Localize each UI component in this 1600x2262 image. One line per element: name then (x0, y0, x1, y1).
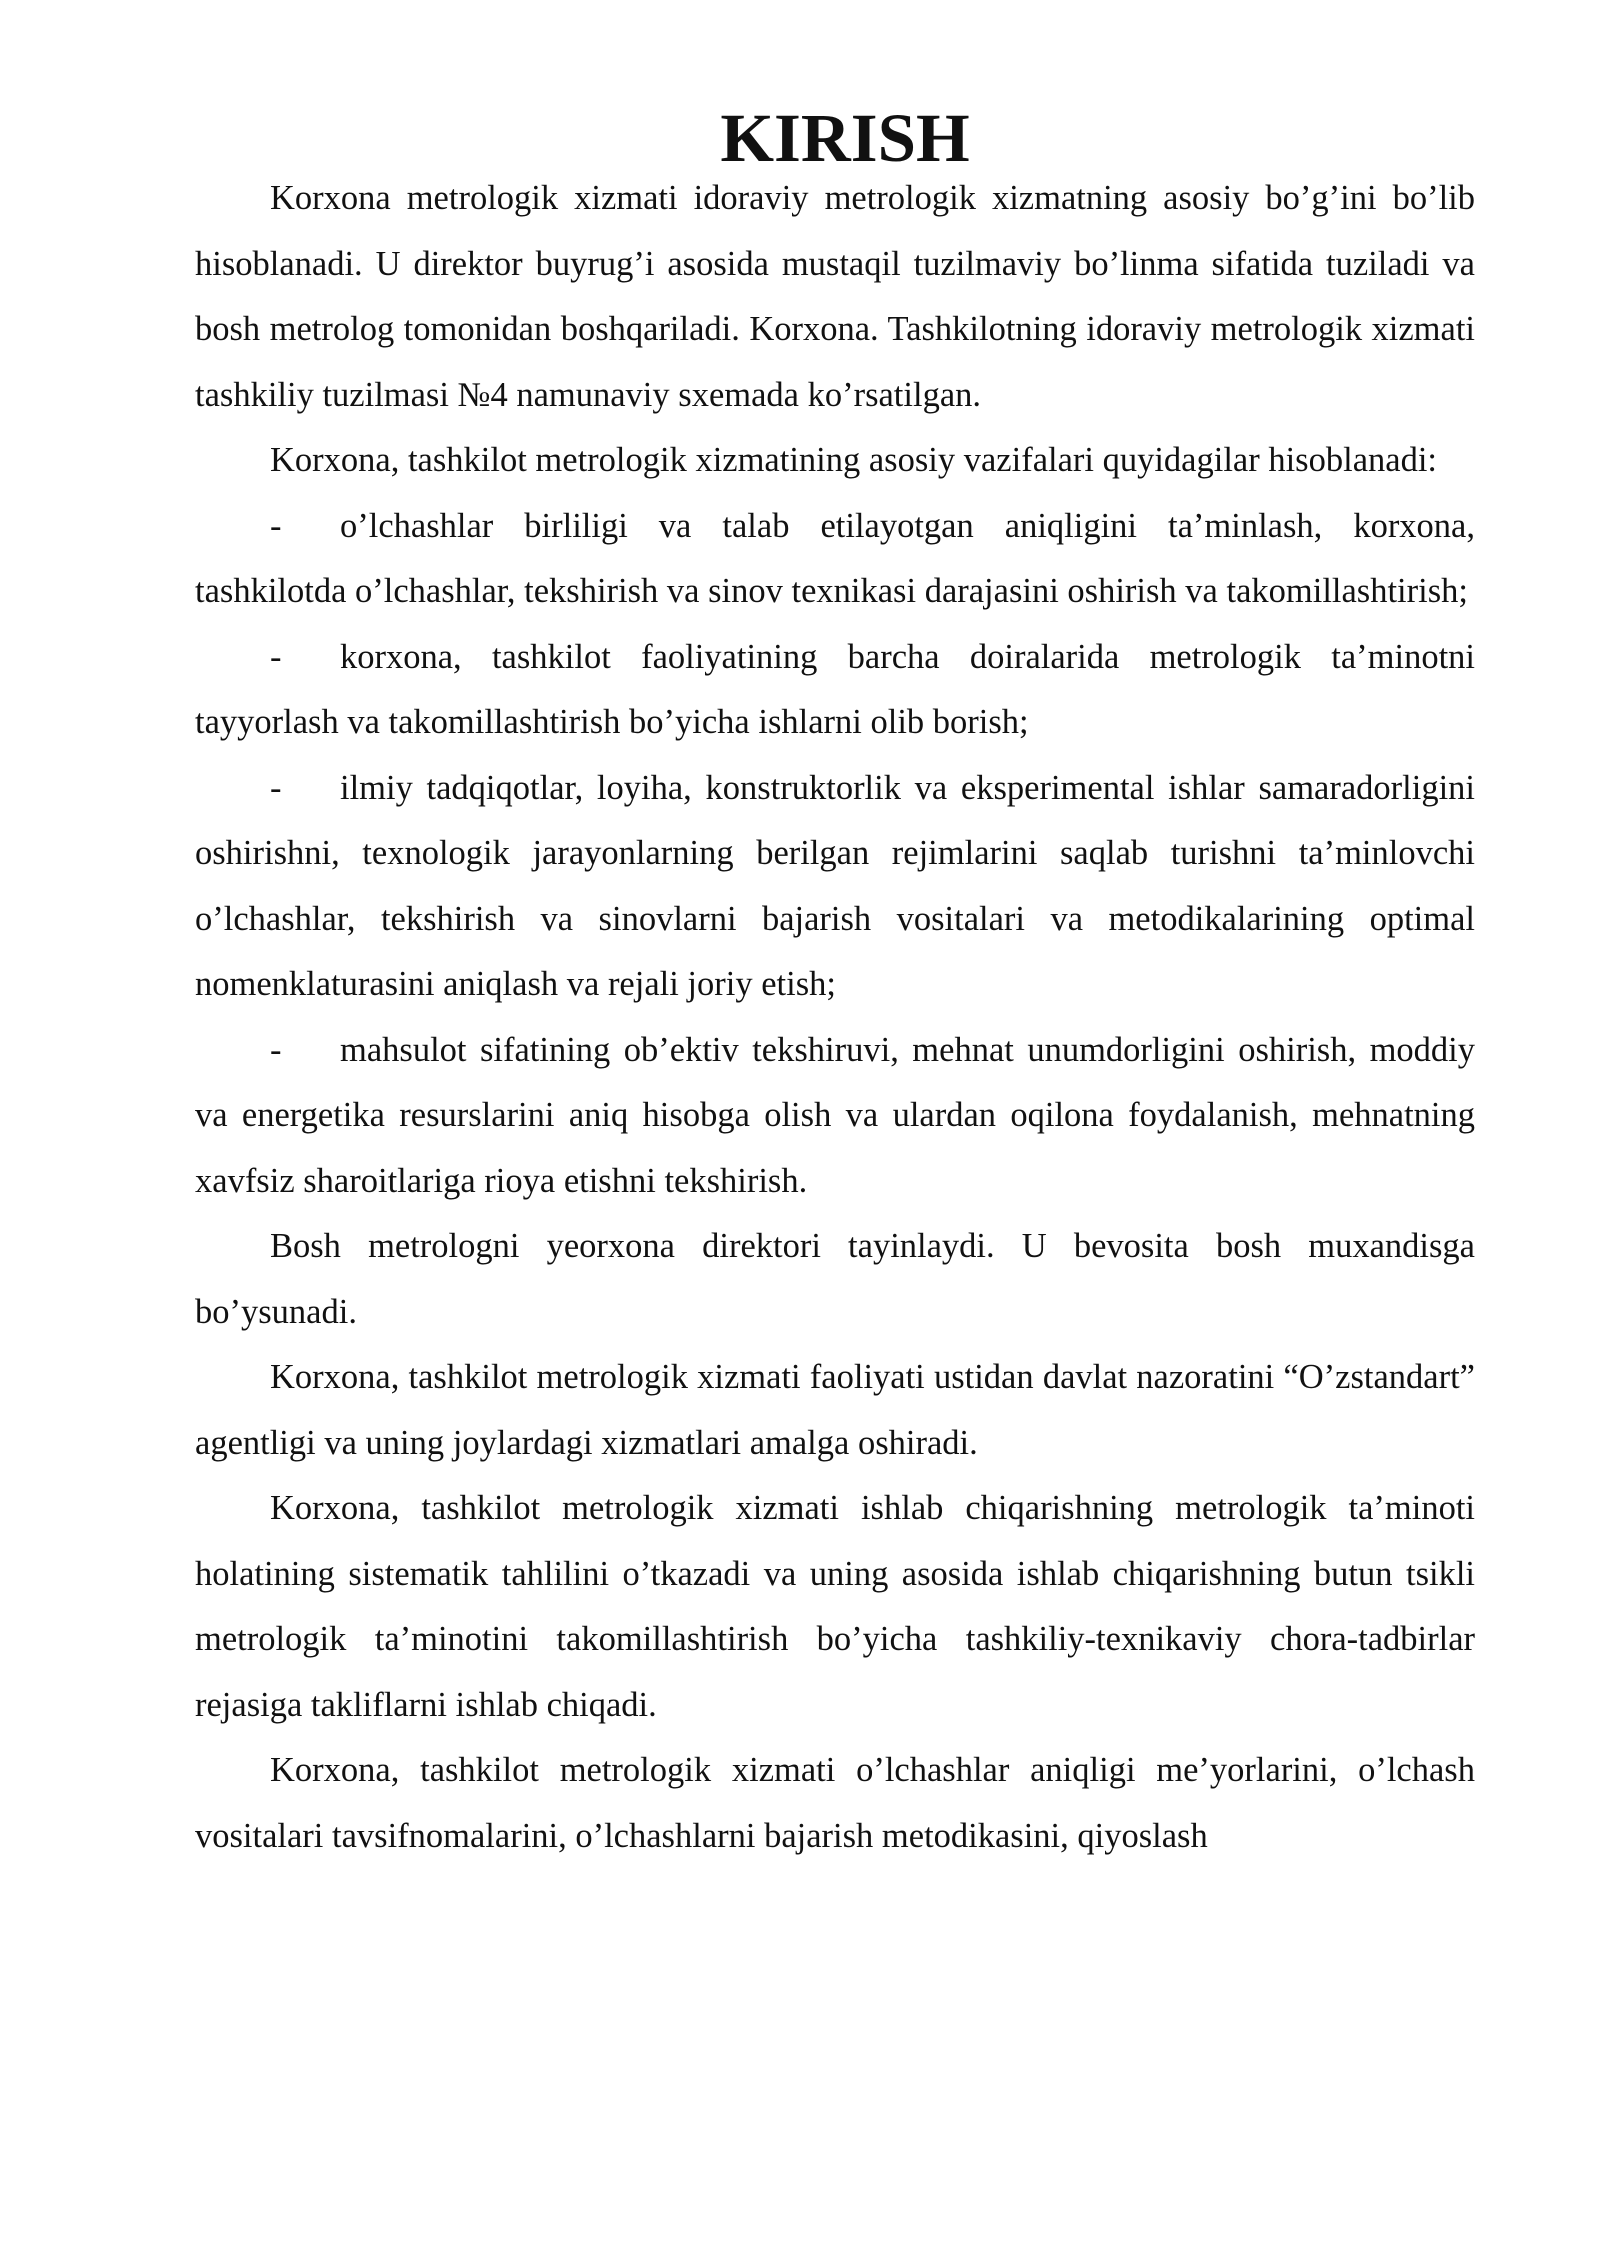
list-item-text: mahsulot sifatining ob’ektiv tekshiruvi, mehnat unumdorligini oshirish, moddiy va energetika resurslarini aniq hisobga olish va ulardan oqilona foydalanish, mehnatning xavfsiz sharoitlariga rioya etishni tekshirish. (195, 1030, 1475, 1200)
list-item (195, 625, 1475, 756)
bullet-dash: - (270, 506, 282, 545)
list-item-text: o’lchashlar birliligi va talab etilayotgan aniqligini ta’minlash, korxona, tashkilotda o’lchashlar, tekshirish va sinov texnikasi darajasini oshirish va takomillashtirish; (195, 506, 1475, 610)
paragraph: Korxona, tashkilot metrologik xizmatining asosiy vazifalari quyidagilar hisoblanadi: (270, 441, 1437, 479)
bullet-dash: - (270, 768, 282, 807)
list-item (195, 494, 1475, 625)
document-page (195, 100, 1475, 1869)
paragraph: Korxona, tashkilot metrologik xizmati faoliyati ustidan davlat nazoratini “O’zstandart” agentligi va uning joylardagi xizmatlari amalga oshiradi. (195, 1358, 1475, 1462)
page-title: KIRISH (720, 100, 970, 176)
list-item (195, 1018, 1475, 1215)
list-item-text: korxona, tashkilot faoliyatining barcha doiralarida metrologik ta’minotni tayyorlash va takomillashtirish bo’yicha ishlarni olib borish; (195, 637, 1475, 741)
list-item-text: ilmiy tadqiqotlar, loyiha, konstruktorlik va eksperimental ishlar samaradorligini oshirishni, texnologik jarayonlarning berilgan rejimlarini saqlab turishni ta’minlovchi o’lchashlar, tekshirish va sinovlarni bajarish vositalari va metodikalarining optimal nomenklaturasini aniqlash va rejali joriy etish; (195, 768, 1475, 1003)
list-item (195, 756, 1475, 1018)
paragraph: Korxona, tashkilot metrologik xizmati o’lchashlar aniqligi me’yorlarini, o’lchash vositalari tavsifnomalarini, o’lchashlarni bajarish metodikasini, qiyoslash (195, 1751, 1475, 1855)
paragraph: Bosh metrologni yeorxona direktori tayinlaydi. U bevosita bosh muxandisga bo’ysunadi. (195, 1227, 1475, 1331)
bullet-dash: - (270, 1030, 282, 1069)
bullet-dash: - (270, 637, 282, 676)
paragraph: Korxona, tashkilot metrologik xizmati ishlab chiqarishning metrologik ta’minoti holatining sistematik tahlilini o’tkazadi va uning asosida ishlab chiqarishning butun tsikli metrologik ta’minotini takomillashtirish bo’yicha tashkiliy-texnikaviy chora-tadbirlar rejasiga takliflarni ishlab chiqadi. (195, 1489, 1475, 1724)
paragraph: Korxona metrologik xizmati idoraviy metrologik xizmatning asosiy bo’g’ini bo’lib hisoblanadi. U direktor buyrug’i asosida mustaqil tuzilmaviy bo’linma sifatida tuziladi va bosh metrolog tomonidan boshqariladi. Korxona. Tashkilotning idoraviy metrologik xizmati tashkiliy tuzilmasi №4 namunaviy sxemada ko’rsatilgan. (195, 179, 1475, 414)
